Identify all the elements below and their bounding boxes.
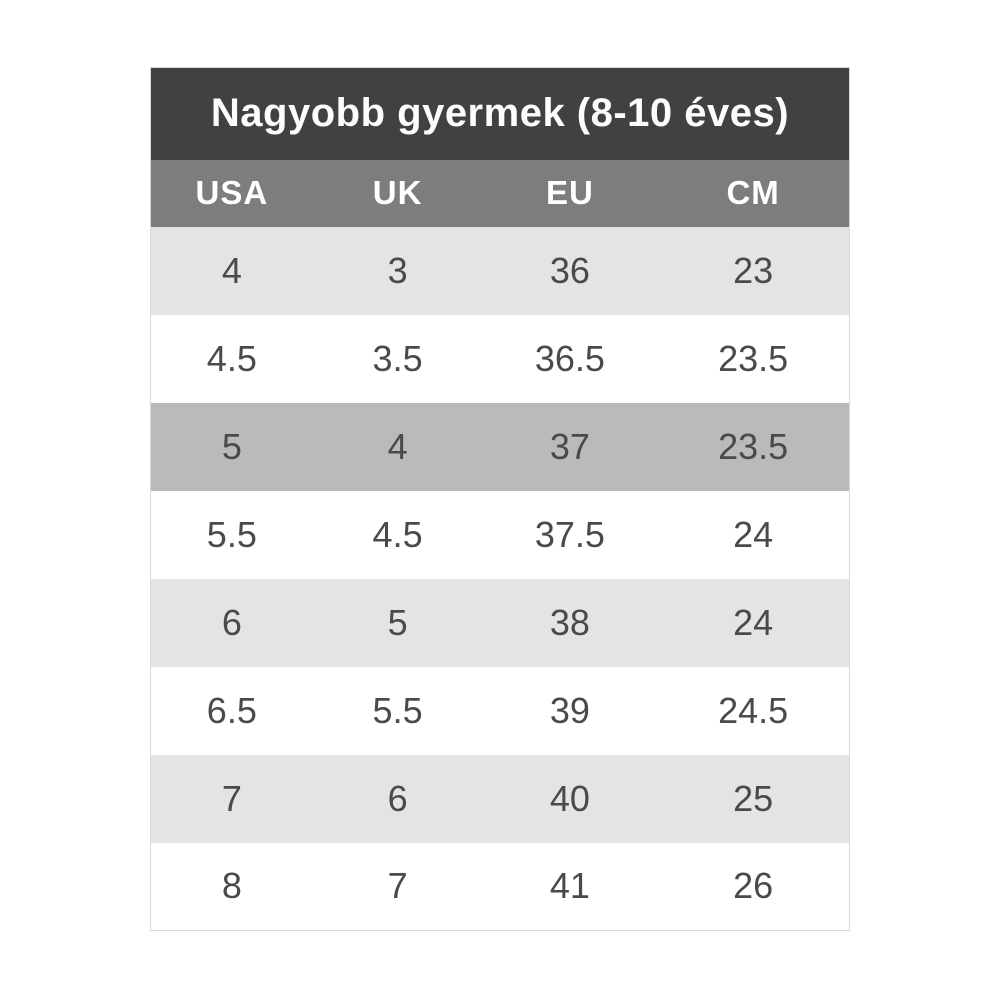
cell-usa: 4 xyxy=(221,249,242,291)
cell-eu: 36.5 xyxy=(534,337,605,379)
size-chart-table xyxy=(150,67,850,931)
table-row xyxy=(151,579,850,667)
cell-cm: 25 xyxy=(733,777,774,819)
column-header-eu: EU xyxy=(483,160,658,227)
cell-cm: 24 xyxy=(733,513,774,555)
table-row xyxy=(151,315,850,403)
cell-eu: 37 xyxy=(549,425,590,467)
cell-usa: 8 xyxy=(221,865,242,907)
table-row xyxy=(151,491,850,579)
cell-uk: 5 xyxy=(387,601,408,643)
title-bar xyxy=(151,68,850,160)
cell-uk: 3.5 xyxy=(372,337,423,379)
cell-eu: 39 xyxy=(549,689,590,731)
cell-cm: 23 xyxy=(733,249,774,291)
cell-eu: 36 xyxy=(549,249,590,291)
cell-uk: 4 xyxy=(387,425,408,467)
cell-usa: 5.5 xyxy=(206,513,257,555)
cell-eu: 41 xyxy=(549,865,590,907)
cell-eu: 38 xyxy=(549,601,590,643)
cell-cm: 23.5 xyxy=(718,337,789,379)
table-row xyxy=(151,755,850,843)
column-header-row xyxy=(151,160,850,227)
cell-usa: 5 xyxy=(221,425,242,467)
cell-uk: 7 xyxy=(387,865,408,907)
table-row xyxy=(151,667,850,755)
cell-usa: 6 xyxy=(221,601,242,643)
cell-eu: 40 xyxy=(549,777,590,819)
table-title: Nagyobb gyermek (8-10 éves) xyxy=(151,68,850,160)
table-row xyxy=(151,227,850,315)
column-header-usa: USA xyxy=(151,160,313,227)
table-row xyxy=(151,843,850,931)
cell-cm: 23.5 xyxy=(718,425,789,467)
cell-cm: 24.5 xyxy=(718,689,789,731)
column-header-uk: UK xyxy=(313,160,483,227)
cell-cm: 24 xyxy=(733,601,774,643)
cell-cm: 26 xyxy=(733,865,774,907)
cell-uk: 4.5 xyxy=(372,513,423,555)
column-header-cm: CM xyxy=(657,160,849,227)
cell-usa: 6.5 xyxy=(206,689,257,731)
cell-usa: 4.5 xyxy=(206,337,257,379)
cell-uk: 3 xyxy=(387,249,408,291)
cell-usa: 7 xyxy=(221,777,242,819)
table-row-highlighted xyxy=(151,403,850,491)
cell-uk: 6 xyxy=(387,777,408,819)
cell-eu: 37.5 xyxy=(534,513,605,555)
cell-uk: 5.5 xyxy=(372,689,423,731)
